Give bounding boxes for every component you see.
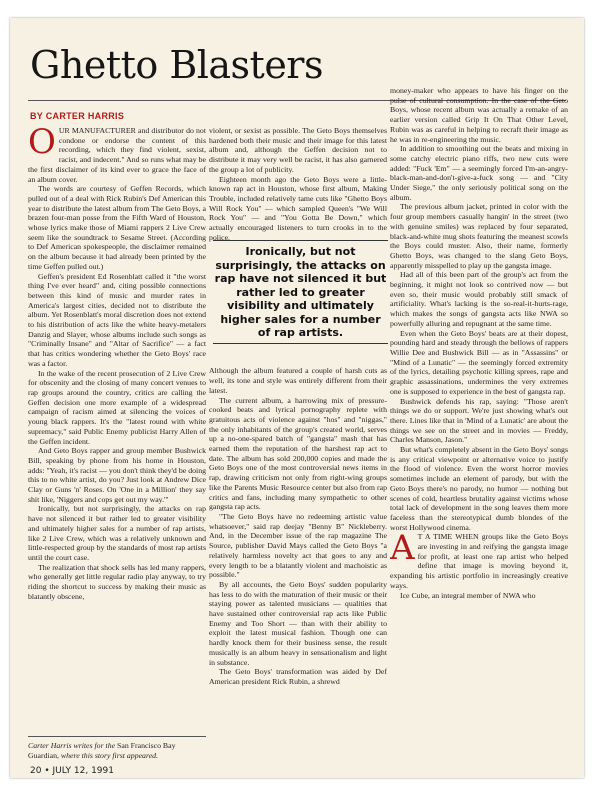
- drop-cap: O: [28, 126, 56, 162]
- paragraph-text: Eighteen month ago the Geto Boys were a little-known rap act in Houston, whose first album, Making Trouble, included relatively tame cuts like "Ghetto Boys Will Rock You" — which sampled Queen's "We Will Rock You" — and "You Gotta Be Down," which actually encouraged listeners to turn crooks in to the police.: [209, 174, 387, 242]
- paragraph-text: In addition to smoothing out the beats and mixing in some catchy electric piano riffs, two new cuts were added: "Fuck 'Em" — a seemingly forced I'm-an-angry-black-man-and-don't-give-a-fuck song — and "City Under Siege," the only seriously political song on the album.: [390, 144, 568, 202]
- paragraph: [209, 667, 387, 686]
- credit-italic: Carter Harris writes for the: [28, 741, 116, 750]
- byline: BY CARTER HARRIS: [30, 111, 125, 121]
- paragraph-text: Geffen's president Ed Rosenblatt called it "the worst thing I've ever heard" and, citing possible connections between this kind of music and murder rates in America's largest cities, decided not to distribute the album. Yet Rosenblatt's moral discretion does not extend to his distribution of acts like the white heavy-metalers Danzig and Slayer, whose albums include such songs as "Criminally Insane" and "Altar of Sacrifice" — a fact that has critics wondering whether the Geto Boys' race was a factor.: [28, 271, 206, 368]
- paragraph: [28, 563, 206, 602]
- paragraph-text: By all accounts, the Geto Boys' sudden popularity has less to do with the maturation of their music or their staying power as talented musicians — qualities that have sustained other controversial rap acts like Public Enemy and Too Short — than with their ability to exploit the latest musical fashion. Though one can hardly knock them for their business sense, the result musically is an album heavy in sensationalism and light in substance.: [209, 579, 387, 667]
- article-headline: Ghetto Blasters: [30, 43, 323, 87]
- paragraph-text: Bushwick defends his rap, saying: "Those aren't things we do or support. We're just showing what's out there. Lines like that in 'Mind of a Lunatic' are about the things we see on the street and in movies — Freddy, Charles Manson, Jason.": [390, 396, 568, 445]
- paragraph-text: Ice Cube, an integral member of NWA who: [400, 590, 536, 600]
- paragraph: [390, 86, 568, 144]
- column-2-bottom: [209, 366, 387, 686]
- paragraph-text: money-maker who appears to have his finger on the pulse of cultural consumption. In the case of the Geto Boys, whose recent album was actually a remake of an earlier version called Grip It On That Other Level, Rubin was as careful in helping to recraft their image as he was in re-engineering the music.: [390, 86, 568, 144]
- lead-in: UR MANUFACTURER: [58, 126, 136, 135]
- author-credit: [28, 736, 206, 760]
- magazine-page: [10, 18, 584, 778]
- paragraph: [209, 126, 387, 175]
- page-footer: 20 • JULY 12, 1991: [30, 766, 114, 776]
- paragraph: [209, 175, 387, 243]
- paragraph: [390, 528, 568, 590]
- column-3: [390, 86, 568, 756]
- paragraph-text: And Geto Boys rapper and group member Bushwick Bill, speaking by phone from his home in Houston, adds: "Yeah, it's racist — you don't think they'd be doing this to no white artist, do you? Just look at Andrew Dice Clay or Guns 'n' Roses. On 'One in a Million' they say shit like, 'Niggers and cops get out my way.'": [28, 446, 206, 504]
- paragraph-text: Ironically, but not surprisingly, the attacks on rap have not silenced it but rather led to greater visibility and ultimately higher sales for a number of rap artists, like 2 Live Crew, which was a relatively unknown and little-respected group by the standards of most rap artists until the court case.: [28, 504, 206, 562]
- paragraph-text: In the wake of the recent prosecution of 2 Live Crew for obscenity and the closing of many concert venues to rap groups around the country, critics are calling the Geffen decision one more example of a widespread campaign of racism aimed at silencing the voices of young black rappers. It's the "latest round with white supremacy," said Public Enemy publicist Harry Allen of the Geffen incident.: [28, 368, 206, 446]
- paragraph: [209, 580, 387, 667]
- paragraph-text: Even when the Geto Boys' beats are at their dopest, pounding hard and steady through the bellows of rappers Willie Dee and Bushwick Bill — as in "Assassins" or "Mind of a Lunatic" — the seemingly forced extremity of the lyrics, detailing psychotic killing sprees, rape and graphic assassinations, undermines the very extremes one is supposed to experience in the best of gangsta rap.: [390, 328, 568, 396]
- paragraph: [28, 272, 206, 369]
- pull-quote: Ironically, but not surprisingly, the attacks on rap have not silenced it but rather led to greater visibility and ultimately higher sales for a number of rap artists.: [213, 240, 388, 344]
- paragraph: [209, 396, 387, 512]
- paragraph: [209, 366, 387, 395]
- paragraph-text: groups like the Geto Boys are investing in and reifying the gangsta image for profit, at least one rap artist who helped define that image is moving beyond it, expanding his artistic portfolio in increasingly creative ways.: [390, 532, 568, 590]
- paragraph-text: The words are courtesy of Geffen Records, which pulled out of a deal with Rick Rubin's Def American this year to distribute the latest album from The Geto Boys, a brazen four-man posse from the Fifth Ward of Houston, whose lyrics make those of Miami rappers 2 Live Crew seem like the soundtrack to Sesame Street. (According to Def American spokespeople, the disclaimer remained on the album because it had already been printed by the time Geffen pulled out.): [28, 184, 206, 271]
- paragraph-text: The previous album jacket, printed in color with the four group members casually hangin' in the street (two with genuine smiles) was replaced by four separated, black-and-white mug shots featuring the meanest scowls the Boys could muster. Also, their name, formerly Ghetto Boys, was changed to the slang Geto Boys, apparently misspelled to play up the gangsta image.: [390, 202, 568, 270]
- column-2-top: [209, 126, 387, 242]
- credit-italic-end: where this story first appeared.: [58, 750, 159, 760]
- paragraph: [390, 270, 568, 328]
- paragraph-text: "The Geto Boys have no redeeming artistic value whatsoever," said rap deejay "Benny B" Nickleberry. And, in the December issue of the rap magazine The Source, publisher David Mays called the Geto Boys "a relatively harmless novelty act that goes to any and every length to be a blatantly violent and machoistic as possible.": [209, 511, 387, 580]
- paragraph-text: But what's completely absent in the Geto Boys' songs is any critical viewpoint or alternative voice to justify the flood of violence. Even the worst horror movies sometimes include an element of parody, but with the Geto Boys there's no parody, no humor — nothing but scenes of cold, heartless brutality against victims whose total lack of development in the song leaves them more faceless than the stereotypical dumb blondes of the worst Hollywood cinema.: [390, 445, 568, 532]
- credit-publication: San Francisco Bay Guardian,: [28, 741, 176, 760]
- paragraph: [390, 445, 568, 532]
- paragraph: [390, 329, 568, 397]
- paragraph-text: The realization that shock sells has led many rappers, who generally get little regular radio play anyway, to try riding the shortcut to success by making their music as blatantly obscene,: [28, 562, 206, 601]
- paragraph-text: violent, or sexist as possible. The Geto Boys themselves hardened both their music and their image for this latest album and, although the Geffen decision not to distribute it may very well be racist, it has also garnered the group a lot of publicity.: [209, 126, 387, 174]
- paragraph: [28, 184, 206, 271]
- paragraph-text: Had all of this been part of the group's act from the beginning, it might not look so contrived now — but even so, their music would probably still smack of artificiality. What's lacking is the so-real-it-hurts-rage, which makes the songs of gangsta acts like NWA so powerfully alluring and repugnant at the same time.: [390, 270, 568, 328]
- paragraph: [390, 144, 568, 202]
- paragraph-text: and distributor do not condone or endorse the content of this recording, which they find violent, sexist, racist, and indecent." And so runs what may be the first disclaimer of its kind ever to grace the face of an album cover.: [28, 126, 206, 184]
- paragraph-text: The Geto Boys' transformation was aided by Def American president Rick Rubin, a shrewd: [209, 667, 387, 686]
- paragraph: [28, 504, 206, 562]
- paragraph: [390, 591, 568, 601]
- paragraph: [28, 369, 206, 447]
- column-1: [28, 126, 206, 756]
- paragraph: [390, 397, 568, 446]
- lead-in: T A TIME WHEN: [417, 532, 479, 542]
- paragraph-text: Although the album featured a couple of harsh cuts as well, its tone and style was entirely different from their latest.: [209, 366, 387, 395]
- paragraph: [390, 202, 568, 270]
- paragraph: [28, 126, 206, 184]
- drop-cap: A: [390, 528, 415, 569]
- paragraph: [28, 446, 206, 504]
- paragraph: [209, 512, 387, 580]
- paragraph-text: The current album, a harrowing mix of pressure-cooked beats and lyrical pornography replete with gratuitous acts of violence against "hos" and "niggas," the only inhabitants of the group's created world, serves up a no-one-spared batch of "gangsta" mash that has earned them the reputation of the harshest rap act to date. The album has sold 200,000 copies and made the Geto Boys one of the most controversial news items in rap, drawing criticism not only from right-wing groups like the Parents Music Resource center but also from rap critics and fans, including many sympathetic to other gangsta rap acts.: [209, 395, 387, 512]
- column-2: [209, 126, 387, 756]
